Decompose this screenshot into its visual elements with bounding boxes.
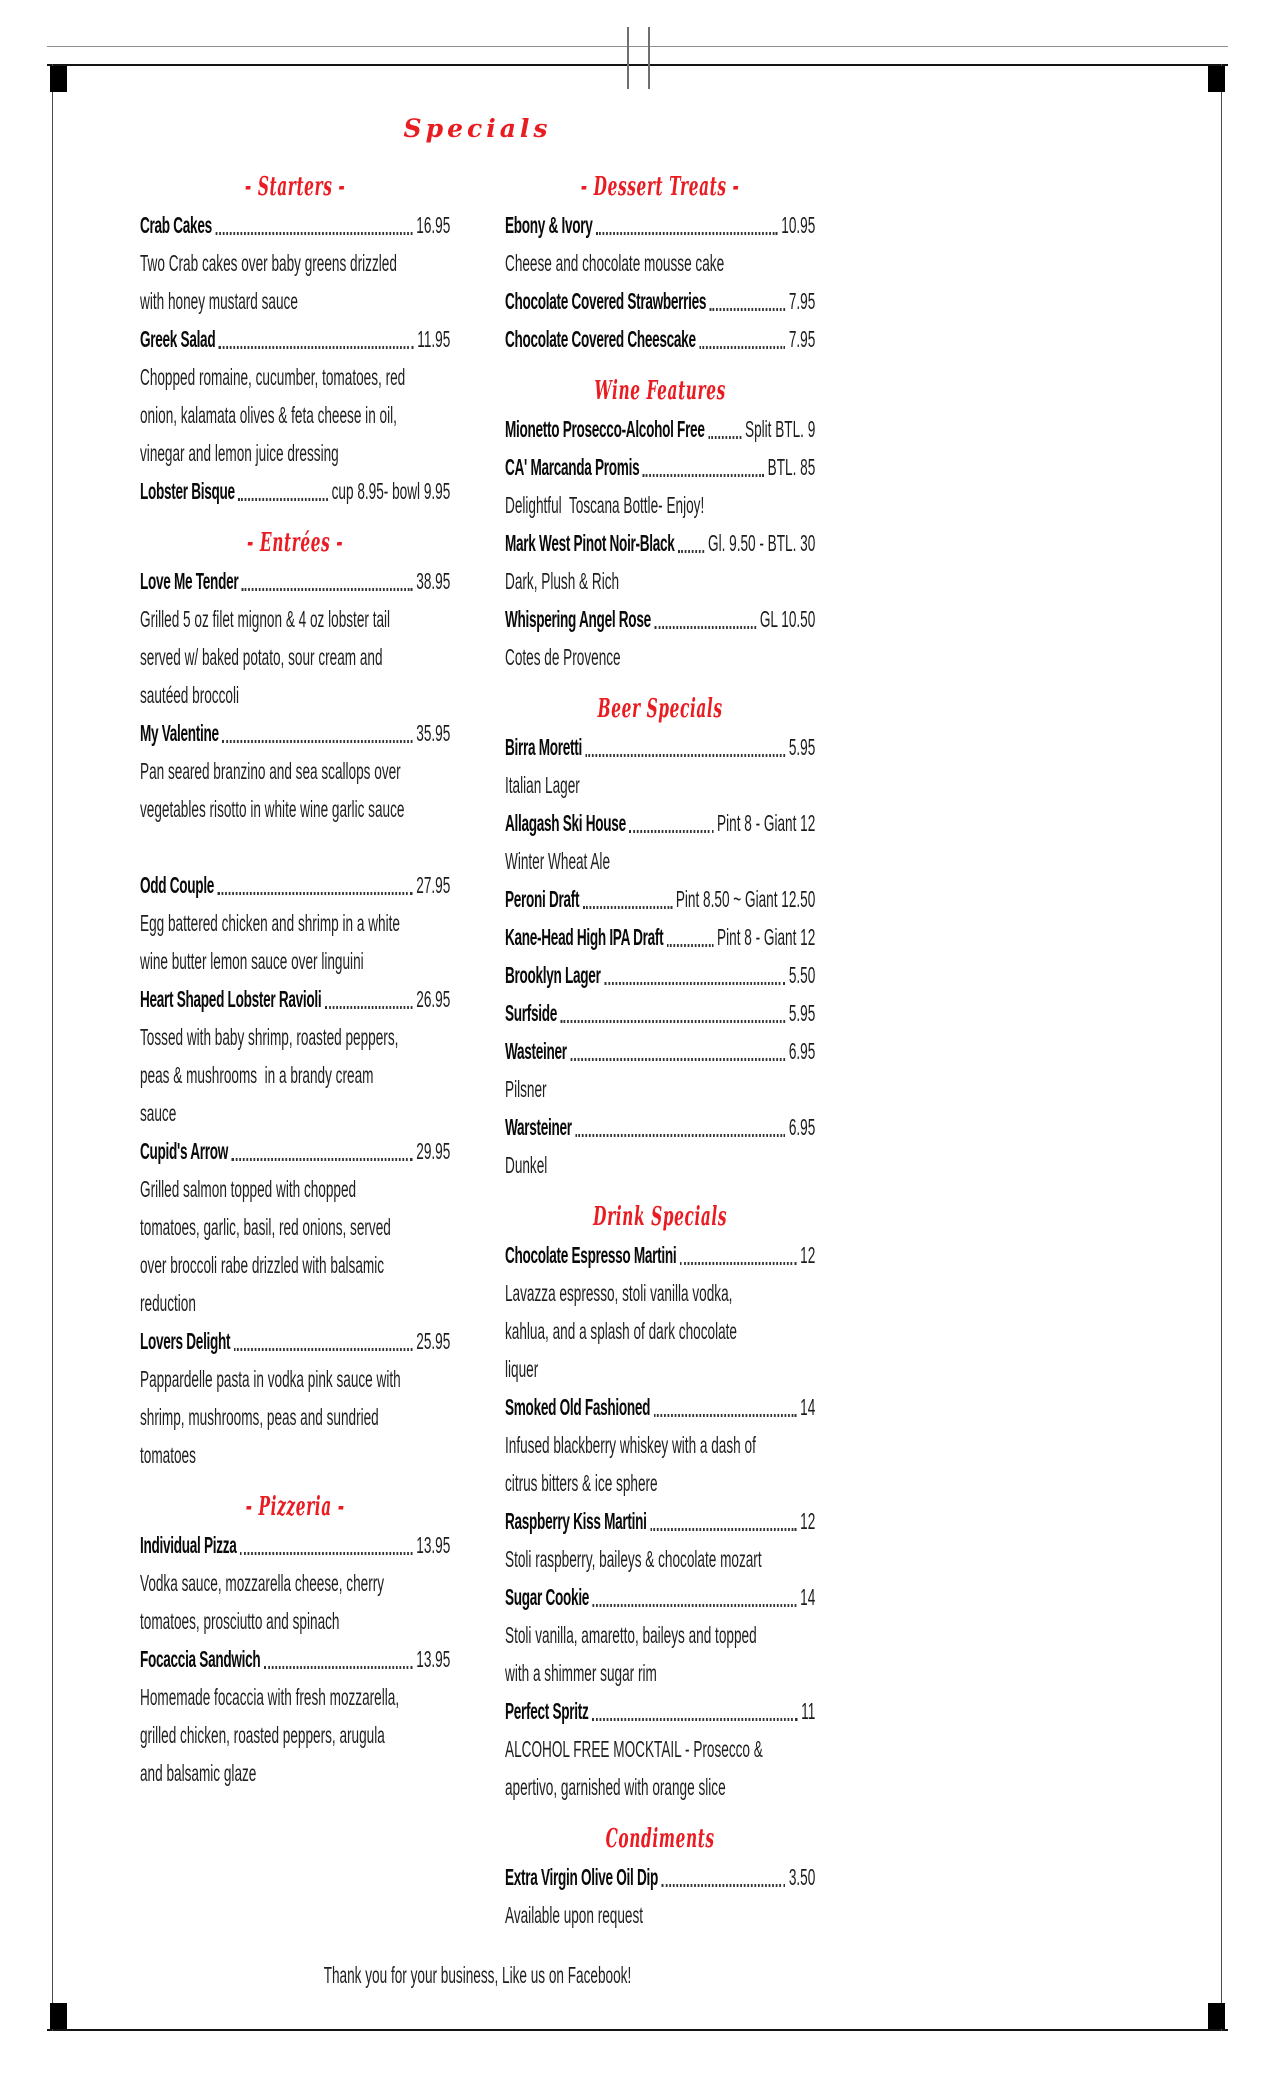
item-description-line: vinegar and lemon juice dressing — [140, 440, 339, 466]
item-description-line: Pappardelle pasta in vodka pink sauce with — [140, 1366, 401, 1392]
item-description-line: apertivo, garnished with orange slice — [505, 1774, 726, 1800]
item-description-line: Winter Wheat Ale — [505, 848, 611, 874]
menu-item-row — [505, 1578, 815, 1616]
menu-item-row — [505, 1388, 815, 1426]
dotted-leader — [604, 982, 785, 985]
dotted-leader — [575, 1134, 785, 1137]
menu-item-row — [505, 600, 815, 638]
menu-item-row — [140, 1526, 450, 1564]
item-description-line: Cheese and chocolate mousse cake — [505, 250, 725, 276]
menu-item-row — [140, 980, 450, 1018]
dotted-leader — [678, 550, 704, 553]
dotted-leader — [234, 1348, 413, 1351]
item-name: Perfect Spritz — [505, 1698, 589, 1724]
dotted-leader — [596, 232, 778, 235]
dotted-leader — [232, 1158, 413, 1161]
item-price: 5.95 — [788, 1000, 816, 1026]
menu-column-right — [505, 168, 815, 1934]
item-price: 26.95 — [416, 986, 451, 1012]
dotted-leader — [219, 346, 414, 349]
item-description-line: Pan seared branzino and sea scallops over — [140, 758, 401, 784]
item-name: Lobster Bisque — [140, 478, 235, 504]
menu-item-row — [505, 1502, 815, 1540]
item-price: 11.95 — [417, 326, 451, 352]
item-price: 25.95 — [416, 1328, 451, 1354]
item-description-line: citrus bitters & ice sphere — [505, 1470, 658, 1496]
item-name: Surfside — [505, 1000, 558, 1026]
item-price: 7.95 — [788, 288, 816, 314]
menu-item-row — [140, 1322, 450, 1360]
item-description-line: sautéed broccoli — [140, 682, 239, 708]
item-description-line: Cotes de Provence — [505, 644, 621, 670]
section-heading: - Starters - — [244, 172, 346, 202]
item-price: 29.95 — [416, 1138, 451, 1164]
item-name: Whispering Angel Rose — [505, 606, 651, 632]
registration-tick-left — [627, 27, 629, 89]
item-name: Raspberry Kiss Martini — [505, 1508, 647, 1534]
item-description-line: grilled chicken, roasted peppers, arugula — [140, 1722, 385, 1748]
item-description-line: shrimp, mushrooms, peas and sundried — [140, 1404, 379, 1430]
item-name: CA' Marcanda Promis — [505, 454, 640, 480]
dotted-leader — [325, 1006, 413, 1009]
corner-mark-bottom-right — [1208, 2003, 1225, 2029]
item-price: cup 8.95- bowl 9.95 — [331, 478, 451, 504]
item-name: Allagash Ski House — [505, 810, 626, 836]
item-price: 10.95 — [781, 212, 816, 238]
item-price: 14 — [800, 1584, 816, 1610]
item-description-line: Stoli vanilla, amaretto, baileys and topped — [505, 1622, 757, 1648]
dotted-leader — [650, 1528, 796, 1531]
menu-item-row — [505, 282, 815, 320]
item-description-line: liquer — [505, 1356, 539, 1382]
item-price: 7.95 — [788, 326, 816, 352]
section-heading: Condiments — [605, 1824, 715, 1854]
item-description-line: Delightful Toscana Bottle- Enjoy! — [505, 492, 705, 518]
item-description-line: Two Crab cakes over baby greens drizzled — [140, 250, 397, 276]
menu-item-row — [505, 448, 815, 486]
item-description-line: Dunkel — [505, 1152, 548, 1178]
item-description-line: and balsamic glaze — [140, 1760, 257, 1786]
dotted-leader — [586, 754, 786, 757]
dotted-leader — [240, 1552, 413, 1555]
item-description-line: tomatoes, prosciutto and spinach — [140, 1608, 340, 1634]
bottom-border-rule — [47, 2029, 1228, 2031]
dotted-leader — [654, 626, 756, 629]
item-description-line — [140, 828, 450, 866]
item-description-line: Grilled salmon topped with chopped — [140, 1176, 357, 1202]
menu-item-row — [505, 1108, 815, 1146]
dotted-leader — [238, 498, 328, 501]
item-price: 35.95 — [416, 720, 451, 746]
dotted-leader — [570, 1058, 785, 1061]
item-price: 11 — [801, 1698, 816, 1724]
item-price: Pint 8 - Giant 12 — [717, 924, 816, 950]
item-name: Lovers Delight — [140, 1328, 231, 1354]
dotted-leader — [218, 892, 413, 895]
item-name: Chocolate Espresso Martini — [505, 1242, 677, 1268]
menu-item-row — [505, 524, 815, 562]
menu-column-left — [140, 168, 450, 1792]
dotted-leader — [242, 588, 413, 591]
menu-item-row — [140, 320, 450, 358]
item-name: Sugar Cookie — [505, 1584, 590, 1610]
item-description-line: over broccoli rabe drizzled with balsamic — [140, 1252, 385, 1278]
item-description-line: Italian Lager — [505, 772, 580, 798]
menu-item-row — [140, 206, 450, 244]
menu-item-row — [505, 728, 815, 766]
item-name: Chocolate Covered Strawberries — [505, 288, 707, 314]
item-name: Mionetto Prosecco-Alcohol Free — [505, 416, 705, 442]
item-name: Smoked Old Fashioned — [505, 1394, 651, 1420]
item-description-line: Available upon request — [505, 1902, 644, 1928]
item-name: Wasteiner — [505, 1038, 567, 1064]
menu-item-row — [505, 206, 815, 244]
item-description-line: Grilled 5 oz filet mignon & 4 oz lobster tail — [140, 606, 391, 632]
menu-item-row — [505, 804, 815, 842]
item-description-line: with honey mustard sauce — [140, 288, 298, 314]
item-price: 13.95 — [416, 1646, 451, 1672]
item-name: Crab Cakes — [140, 212, 212, 238]
menu-item-row — [140, 472, 450, 510]
section-heading: - Dessert Treats - — [580, 172, 740, 202]
item-name: Focaccia Sandwich — [140, 1646, 261, 1672]
item-name: Peroni Draft — [505, 886, 580, 912]
item-name: Individual Pizza — [140, 1532, 237, 1558]
item-description-line: reduction — [140, 1290, 196, 1316]
item-price: 27.95 — [416, 872, 451, 898]
item-name: Odd Couple — [140, 872, 215, 898]
item-price: 6.95 — [788, 1114, 816, 1140]
dotted-leader — [222, 740, 412, 743]
dotted-leader — [699, 346, 785, 349]
item-name: Kane-Head High IPA Draft — [505, 924, 664, 950]
item-description-line: Vodka sauce, mozzarella cheese, cherry — [140, 1570, 385, 1596]
item-name: Heart Shaped Lobster Ravioli — [140, 986, 322, 1012]
item-name: Brooklyn Lager — [505, 962, 601, 988]
item-name: Ebony & Ivory — [505, 212, 593, 238]
dotted-leader — [215, 232, 412, 235]
dotted-leader — [592, 1718, 798, 1721]
item-description-line: kahlua, and a splash of dark chocolate — [505, 1318, 737, 1344]
item-price: Pint 8.50 ~ Giant 12.50 — [675, 886, 816, 912]
menu-item-row — [140, 866, 450, 904]
dotted-leader — [593, 1604, 797, 1607]
menu-item-row — [505, 880, 815, 918]
dotted-leader — [708, 436, 741, 439]
item-name: Birra Moretti — [505, 734, 582, 760]
item-name: Chocolate Covered Cheescake — [505, 326, 696, 352]
dotted-leader — [264, 1666, 413, 1669]
menu-item-row — [505, 1692, 815, 1730]
item-price: 5.95 — [788, 734, 816, 760]
item-name: My Valentine — [140, 720, 219, 746]
item-price: Pint 8 - Giant 12 — [717, 810, 816, 836]
menu-item-row — [140, 562, 450, 600]
top-border-rule — [47, 64, 1228, 66]
item-name: Mark West Pinot Noir-Black — [505, 530, 675, 556]
item-description-line: with a shimmer sugar rim — [505, 1660, 657, 1686]
item-price: 6.95 — [788, 1038, 816, 1064]
item-price: Gl. 9.50 - BTL. 30 — [707, 530, 816, 556]
item-price: 16.95 — [416, 212, 451, 238]
item-price: 13.95 — [416, 1532, 451, 1558]
item-name: Love Me Tender — [140, 568, 239, 594]
item-price: GL 10.50 — [759, 606, 816, 632]
item-price: 12 — [800, 1242, 816, 1268]
dotted-leader — [643, 474, 764, 477]
footer-note: Thank you for your business, Like us on Facebook! — [323, 1962, 632, 1988]
item-description-line: Lavazza espresso, stoli vanilla vodka, — [505, 1280, 733, 1306]
top-outer-rule — [47, 46, 1228, 47]
item-description-line: sauce — [140, 1100, 177, 1126]
corner-mark-bottom-left — [50, 2003, 67, 2029]
menu-item-row — [505, 956, 815, 994]
item-price: 5.50 — [788, 962, 816, 988]
section-heading: Wine Features — [594, 376, 726, 406]
menu-item-row — [505, 410, 815, 448]
item-price: BTL. 85 — [767, 454, 816, 480]
item-description-line: Tossed with baby shrimp, roasted peppers, — [140, 1024, 399, 1050]
dotted-leader — [629, 830, 713, 833]
item-name: Cupid's Arrow — [140, 1138, 229, 1164]
item-price: 38.95 — [416, 568, 451, 594]
item-description-line: Chopped romaine, cucumber, tomatoes, red — [140, 364, 406, 390]
menu-item-row — [505, 320, 815, 358]
item-price: Split BTL. 9 — [745, 416, 816, 442]
menu-item-row — [505, 1236, 815, 1274]
menu-item-row — [505, 1858, 815, 1896]
section-heading: - Entrées - — [247, 528, 344, 558]
item-description-line: vegetables risotto in white wine garlic sauce — [140, 796, 405, 822]
corner-mark-top-left — [50, 66, 67, 92]
item-description-line: peas & mushrooms in a brandy cream — [140, 1062, 374, 1088]
item-name: Extra Virgin Olive Oil Dip — [505, 1864, 658, 1890]
item-description-line: Egg battered chicken and shrimp in a white — [140, 910, 400, 936]
item-description-line: Stoli raspberry, baileys & chocolate mozart — [505, 1546, 762, 1572]
menu-item-row — [505, 994, 815, 1032]
dotted-leader — [654, 1414, 797, 1417]
item-description-line: onion, kalamata olives & feta cheese in oil, — [140, 402, 397, 428]
left-border-rule — [52, 64, 53, 2031]
item-description-line: tomatoes, garlic, basil, red onions, served — [140, 1214, 391, 1240]
dotted-leader — [680, 1262, 797, 1265]
item-description-line: Homemade focaccia with fresh mozzarella, — [140, 1684, 400, 1710]
right-border-rule — [1221, 64, 1222, 2031]
item-name: Greek Salad — [140, 326, 216, 352]
page-title: Specials — [403, 114, 552, 143]
dotted-leader — [561, 1020, 786, 1023]
section-heading: Beer Specials — [597, 694, 723, 724]
item-description-line: wine butter lemon sauce over linguini — [140, 948, 364, 974]
menu-item-row — [140, 714, 450, 752]
menu-item-row — [140, 1132, 450, 1170]
item-description-line: tomatoes — [140, 1442, 196, 1468]
item-description-line: Infused blackberry whiskey with a dash of — [505, 1432, 756, 1458]
item-description-line: Pilsner — [505, 1076, 547, 1102]
item-description-line: served w/ baked potato, sour cream and — [140, 644, 383, 670]
section-heading: - Pizzeria - — [245, 1492, 345, 1522]
item-description-line: ALCOHOL FREE MOCKTAIL - Prosecco & — [505, 1736, 763, 1762]
item-price: 12 — [800, 1508, 816, 1534]
corner-mark-top-right — [1208, 66, 1225, 92]
dotted-leader — [710, 308, 786, 311]
menu-item-row — [140, 1640, 450, 1678]
dotted-leader — [583, 906, 672, 909]
menu-item-row — [505, 918, 815, 956]
item-price: 3.50 — [788, 1864, 816, 1890]
section-heading: Drink Specials — [593, 1202, 728, 1232]
item-name: Warsteiner — [505, 1114, 572, 1140]
item-price: 14 — [800, 1394, 816, 1420]
dotted-leader — [662, 1884, 786, 1887]
item-description-line: Dark, Plush & Rich — [505, 568, 620, 594]
menu-item-row — [505, 1032, 815, 1070]
dotted-leader — [667, 944, 714, 947]
registration-tick-right — [648, 27, 650, 89]
